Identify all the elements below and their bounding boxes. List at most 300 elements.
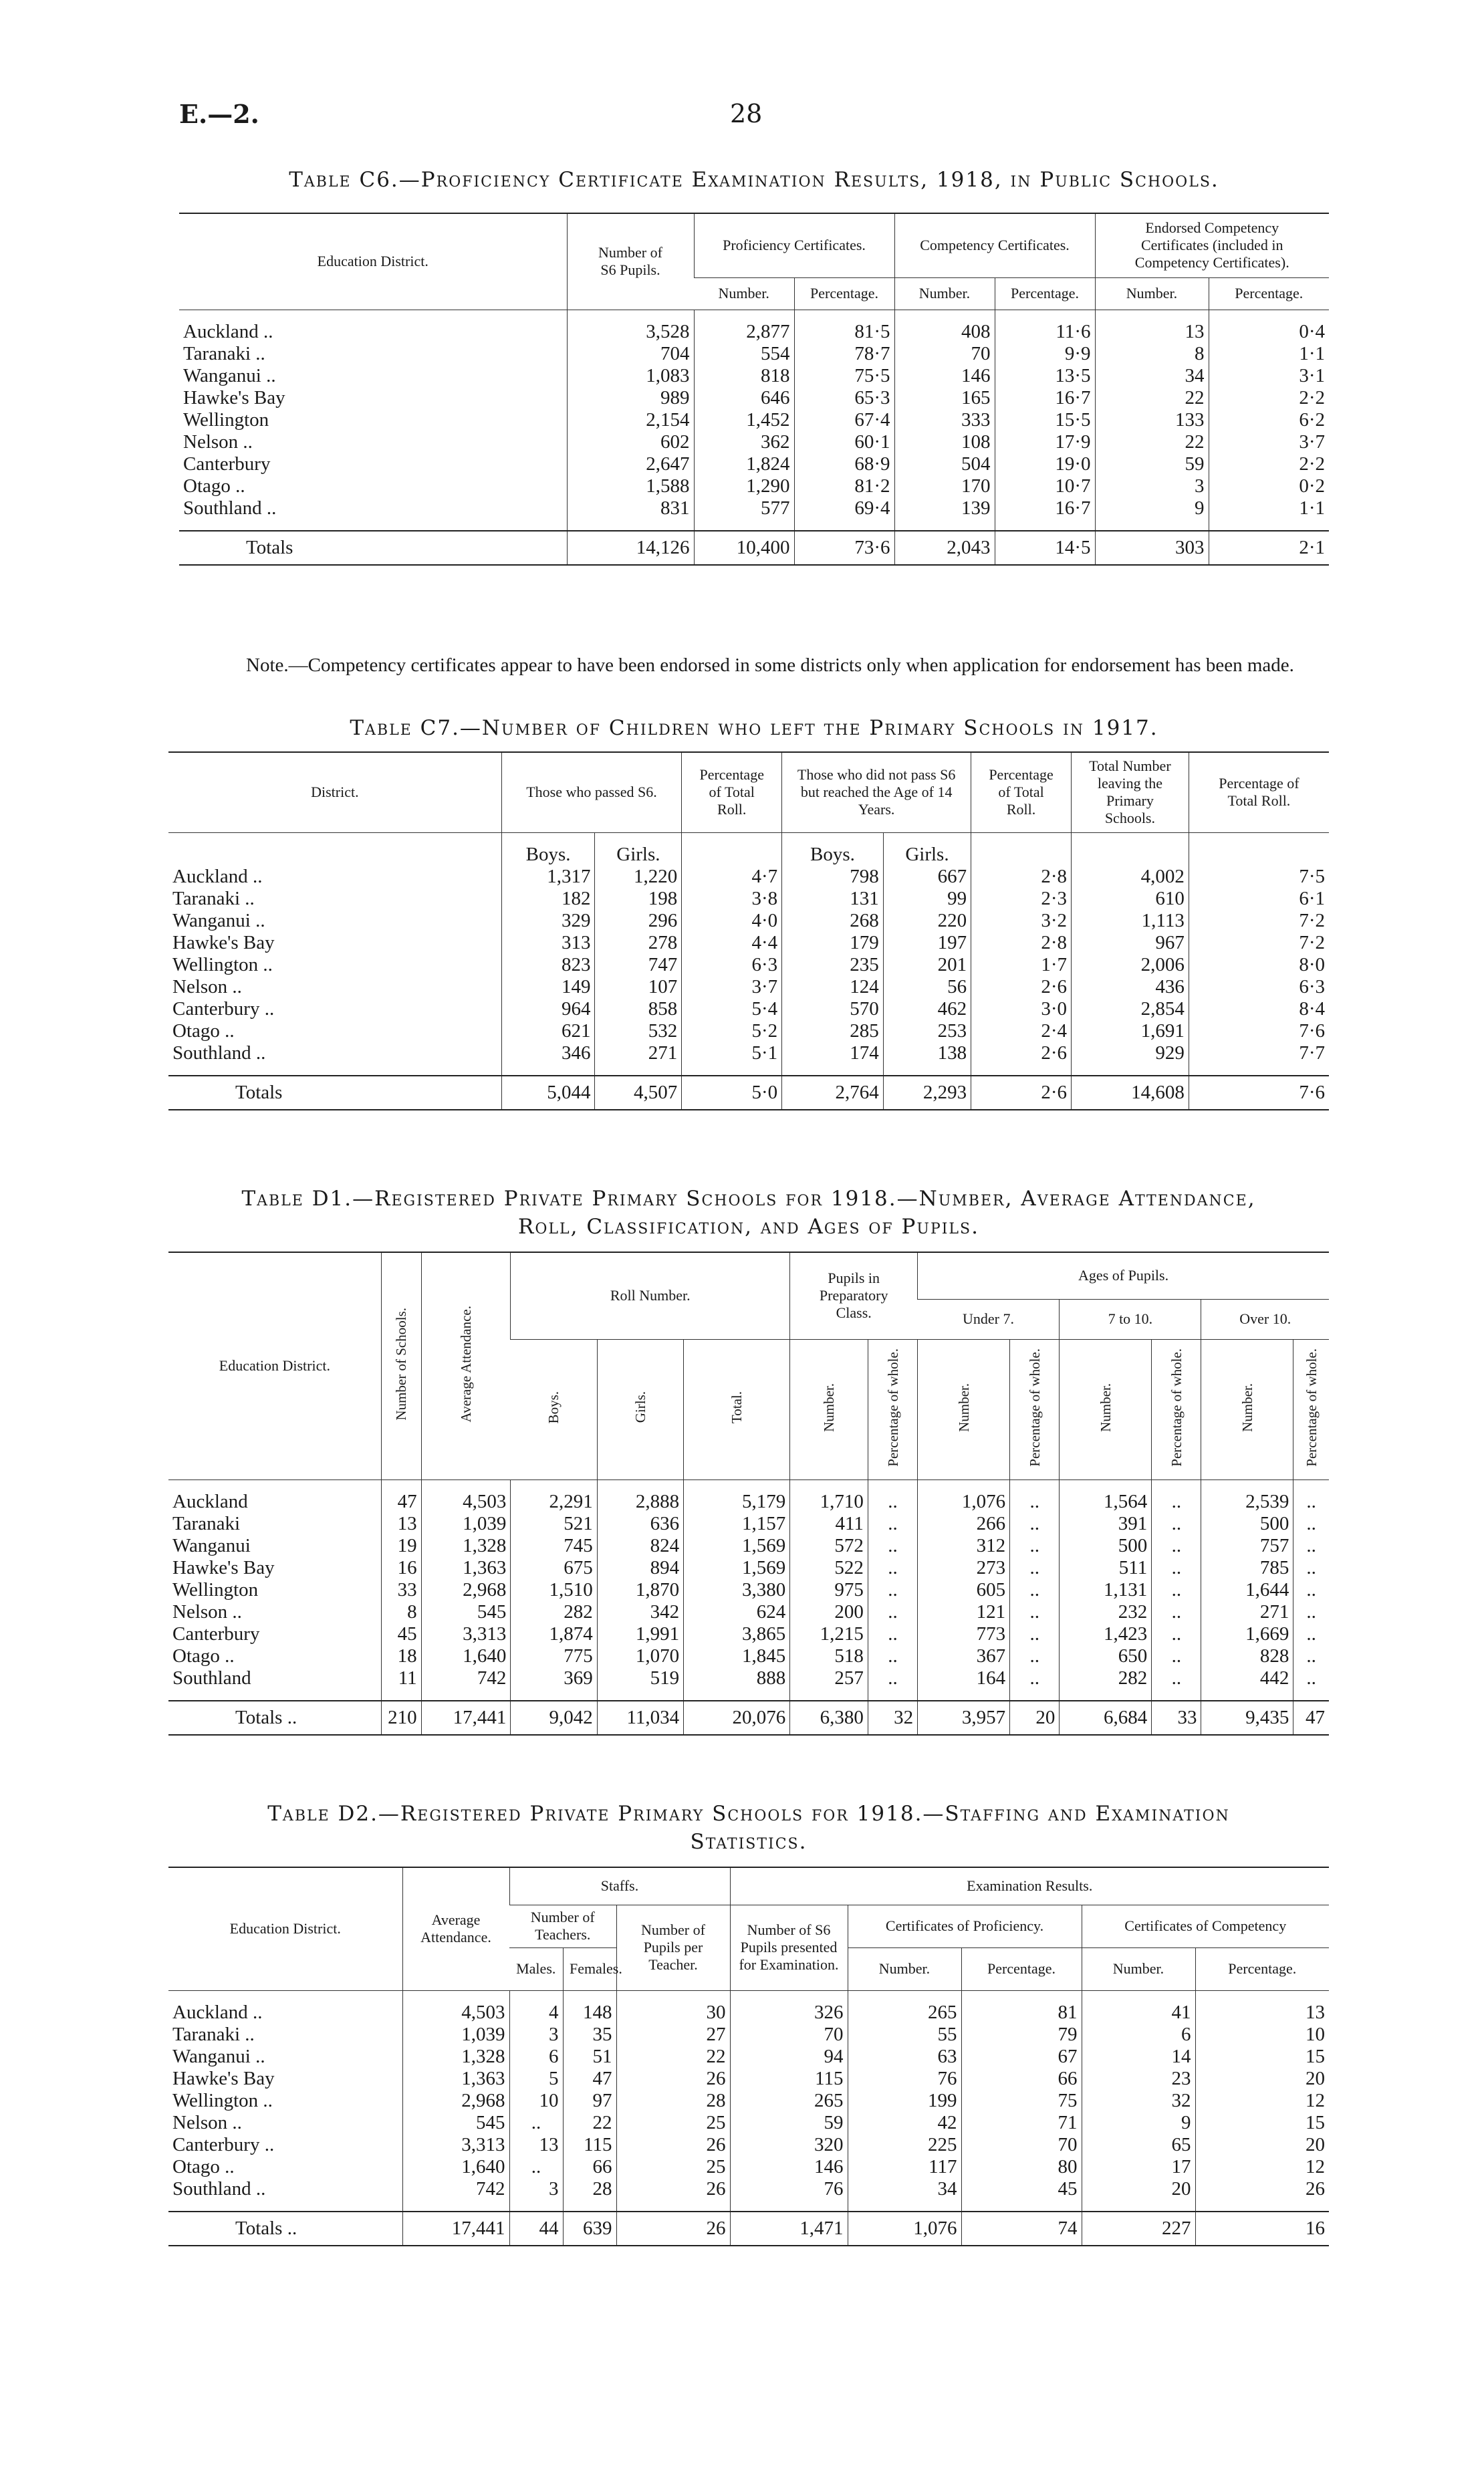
c7-cell-p2: 2·8	[971, 866, 1072, 888]
d2-cell-f: 35	[563, 2024, 616, 2046]
c6-cell-d: Taranaki ..	[183, 342, 265, 364]
table-c7	[168, 751, 1329, 1110]
d1-cell-s: 16	[381, 1557, 421, 1579]
d2-cell-m: 6	[509, 2046, 563, 2068]
d1-cell-mp: ..	[1152, 1623, 1201, 1645]
d1-cell-d: Southland	[172, 1667, 251, 1689]
c6-cell-d: Auckland ..	[183, 320, 273, 342]
d2-total-m: 44	[509, 2212, 563, 2246]
c6-cell-cp: 19·0	[995, 453, 1095, 475]
d2-totals-row	[168, 2212, 1329, 2246]
c7-cell-b2: 285	[782, 1020, 884, 1042]
c7-cell-p1: 6·3	[682, 954, 782, 976]
d2-cell-pr: 94	[730, 2046, 848, 2068]
c6-total-cn: 2,043	[894, 531, 995, 565]
d2-total-cn: 227	[1082, 2212, 1195, 2246]
d1-cell-mn: 1,131	[1060, 1579, 1152, 1601]
d1-cell-pn: 572	[790, 1535, 868, 1557]
d1-cell-pp: ..	[868, 1579, 917, 1601]
d1-cell-up: ..	[1010, 1667, 1060, 1689]
c7-row	[168, 1042, 1329, 1064]
d1-cell-mp: ..	[1152, 1667, 1201, 1689]
c7-cell-p3: 7·5	[1189, 866, 1329, 888]
c7-cell-b2: 570	[782, 998, 884, 1020]
d1-cell-a: 4,503	[421, 1491, 511, 1513]
c6-total-ep: 2·1	[1209, 531, 1329, 565]
c7-cell-g1: 296	[595, 910, 682, 932]
d2-cell-pr: 115	[730, 2068, 848, 2090]
c7-cell-g2: 201	[883, 954, 971, 976]
c6-row	[179, 497, 1329, 519]
c6-cell-s6: 2,154	[567, 409, 694, 431]
c6-cell-pn: 2,877	[694, 321, 794, 343]
c6-cell-s6: 1,588	[567, 475, 694, 497]
c7-cell-b1: 182	[501, 888, 595, 910]
d1-header-roll: Roll Number.	[511, 1252, 790, 1339]
c7-cell-g1: 532	[595, 1020, 682, 1042]
d2-cell-cn: 20	[1082, 2178, 1195, 2200]
d1-total-op: 47	[1293, 1701, 1329, 1735]
c7-cell-t: 2,006	[1071, 954, 1189, 976]
d2-header-pupils-per: Number of Pupils per Teacher.	[616, 1905, 730, 1990]
c6-header-number: Number.	[1095, 277, 1209, 310]
d1-row	[168, 1623, 1329, 1645]
c7-cell-g2: 462	[883, 998, 971, 1020]
d1-cell-a: 545	[421, 1601, 511, 1623]
c7-cell-b2: 798	[782, 866, 884, 888]
c6-cell-cp: 9·9	[995, 343, 1095, 365]
c6-cell-ep: 6·2	[1209, 409, 1329, 431]
c6-header-percentage: Percentage.	[794, 277, 894, 310]
c7-cell-b1: 621	[501, 1020, 595, 1042]
c6-cell-ep: 0·4	[1209, 321, 1329, 343]
d2-cell-a: 1,363	[402, 2068, 509, 2090]
d1-cell-pn: 1,710	[790, 1491, 868, 1513]
d2-cell-cn: 6	[1082, 2024, 1195, 2046]
c6-cell-ep: 2·2	[1209, 453, 1329, 475]
c7-cell-g1: 278	[595, 932, 682, 954]
d2-cell-pp: 66	[961, 2068, 1082, 2090]
c7-cell-t: 967	[1071, 932, 1189, 954]
d2-total-pn: 1,076	[848, 2212, 961, 2246]
c6-cell-cn: 408	[894, 321, 995, 343]
c7-total-d: Totals	[168, 1076, 501, 1110]
d2-row	[168, 2024, 1329, 2046]
table-d2	[168, 1867, 1329, 2246]
table-c6	[179, 213, 1329, 566]
c6-cell-pp: 81·5	[794, 321, 894, 343]
d2-cell-cp: 20	[1195, 2134, 1329, 2156]
d1-cell-un: 164	[918, 1667, 1010, 1689]
c7-cell-b1: 1,317	[501, 866, 595, 888]
d1-cell-un: 605	[918, 1579, 1010, 1601]
d2-header-number: Number.	[1082, 1947, 1195, 1990]
table-c6-title: Table C6.—Proficiency Certificate Examination Results, 1918, in Public Schools.	[289, 168, 1219, 192]
c7-cell-p3: 7·2	[1189, 932, 1329, 954]
c7-cell-p1: 3·7	[682, 976, 782, 998]
c6-cell-en: 9	[1095, 497, 1209, 519]
d2-header-staffs: Staffs.	[509, 1867, 730, 1905]
c7-cell-p2: 3·2	[971, 910, 1072, 932]
d1-row	[168, 1645, 1329, 1667]
c7-total-t: 14,608	[1071, 1076, 1189, 1110]
c6-cell-pp: 81·2	[794, 475, 894, 497]
c7-row	[168, 976, 1329, 998]
c7-cell-g2: 220	[883, 910, 971, 932]
d1-header-under7: Under 7.	[918, 1299, 1060, 1339]
c6-cell-cp: 17·9	[995, 431, 1095, 453]
d1-cell-pp: ..	[868, 1491, 917, 1513]
c6-cell-cp: 16·7	[995, 387, 1095, 409]
c6-cell-en: 22	[1095, 387, 1209, 409]
c6-total-s6: 14,126	[567, 531, 694, 565]
d1-cell-pn: 522	[790, 1557, 868, 1579]
d1-header-number: Number.	[1201, 1339, 1293, 1479]
d2-cell-pn: 42	[848, 2112, 961, 2134]
d2-cell-m: 10	[509, 2090, 563, 2112]
c6-cell-d: Hawke's Bay	[183, 386, 285, 408]
c6-cell-d: Southland ..	[183, 497, 277, 519]
d2-cell-m: ..	[509, 2156, 563, 2178]
c7-cell-p2: 1·7	[971, 954, 1072, 976]
c7-cell-d: Hawke's Bay	[172, 931, 275, 953]
d1-totals-row	[168, 1701, 1329, 1735]
d1-cell-un: 266	[918, 1513, 1010, 1535]
d1-cell-b: 1,510	[511, 1579, 597, 1601]
c7-cell-p3: 8·0	[1189, 954, 1329, 976]
d1-cell-op: ..	[1293, 1557, 1329, 1579]
d2-cell-cn: 17	[1082, 2156, 1195, 2178]
d1-cell-mn: 1,564	[1060, 1491, 1152, 1513]
d2-header-avg-attendance: Average Attendance.	[402, 1867, 509, 1990]
d1-cell-on: 442	[1201, 1667, 1293, 1689]
c6-header-proficiency: Proficiency Certificates.	[694, 213, 894, 277]
c6-cell-ep: 1·1	[1209, 343, 1329, 365]
d2-total-ppt: 26	[616, 2212, 730, 2246]
d1-cell-g: 1,070	[597, 1645, 683, 1667]
d1-cell-g: 2,888	[597, 1491, 683, 1513]
d2-cell-pn: 63	[848, 2046, 961, 2068]
c6-cell-pn: 1,824	[694, 453, 794, 475]
d1-total-pn: 6,380	[790, 1701, 868, 1735]
c6-cell-cn: 108	[894, 431, 995, 453]
c7-total-p2: 2·6	[971, 1076, 1072, 1110]
c7-cell-p1: 5·1	[682, 1042, 782, 1064]
c6-note: Note.—Competency certificates appear to have been endorsed in some districts only when application for endorsement has been made.	[246, 655, 1294, 676]
c6-row	[179, 321, 1329, 343]
d2-row	[168, 2156, 1329, 2178]
c7-subheader-b2: Boys.	[782, 844, 884, 866]
d1-cell-mn: 232	[1060, 1601, 1152, 1623]
c6-cell-ep: 3·7	[1209, 431, 1329, 453]
d2-row	[168, 2134, 1329, 2156]
d1-cell-mp: ..	[1152, 1579, 1201, 1601]
d2-cell-cp: 26	[1195, 2178, 1329, 2200]
d1-cell-t: 3,380	[684, 1579, 790, 1601]
d2-total-a: 17,441	[402, 2212, 509, 2246]
c6-header-competency: Competency Certificates.	[894, 213, 1095, 277]
c6-total-d: Totals	[179, 531, 567, 565]
c6-cell-pn: 577	[694, 497, 794, 519]
d1-cell-op: ..	[1293, 1623, 1329, 1645]
d1-cell-up: ..	[1010, 1557, 1060, 1579]
c7-cell-b2: 268	[782, 910, 884, 932]
d2-cell-pr: 146	[730, 2156, 848, 2178]
d1-row	[168, 1557, 1329, 1579]
c6-total-en: 303	[1095, 531, 1209, 565]
c6-cell-cn: 170	[894, 475, 995, 497]
d1-cell-b: 521	[511, 1513, 597, 1535]
d1-cell-t: 1,157	[684, 1513, 790, 1535]
c7-cell-b1: 346	[501, 1042, 595, 1064]
c6-cell-s6: 3,528	[567, 321, 694, 343]
d1-cell-a: 2,968	[421, 1579, 511, 1601]
d2-cell-pp: 67	[961, 2046, 1082, 2068]
c6-cell-pp: 78·7	[794, 343, 894, 365]
c6-totals-row	[179, 531, 1329, 565]
d2-cell-a: 545	[402, 2112, 509, 2134]
c7-subheader-g2: Girls.	[883, 844, 971, 866]
d2-header-number: Number.	[848, 1947, 961, 1990]
c7-cell-g1: 271	[595, 1042, 682, 1064]
d1-cell-mn: 391	[1060, 1513, 1152, 1535]
c6-cell-pn: 1,452	[694, 409, 794, 431]
d1-total-mp: 33	[1152, 1701, 1201, 1735]
d1-cell-s: 33	[381, 1579, 421, 1601]
d1-cell-t: 1,845	[684, 1645, 790, 1667]
d1-cell-un: 367	[918, 1645, 1010, 1667]
d1-row	[168, 1667, 1329, 1689]
c7-cell-t: 929	[1071, 1042, 1189, 1064]
d1-cell-d: Hawke's Bay	[172, 1556, 275, 1578]
c7-cell-d: Nelson ..	[172, 975, 242, 997]
c6-cell-pn: 646	[694, 387, 794, 409]
d2-total-d: Totals ..	[168, 2212, 402, 2246]
d2-cell-f: 47	[563, 2068, 616, 2090]
c6-cell-pp: 69·4	[794, 497, 894, 519]
d2-cell-d: Hawke's Bay	[172, 2067, 275, 2089]
c6-cell-en: 133	[1095, 409, 1209, 431]
c7-cell-p1: 4·4	[682, 932, 782, 954]
d2-cell-ppt: 27	[616, 2024, 730, 2046]
d2-cell-pp: 79	[961, 2024, 1082, 2046]
c7-cell-p2: 2·8	[971, 932, 1072, 954]
c7-cell-p2: 2·3	[971, 888, 1072, 910]
d1-cell-mp: ..	[1152, 1513, 1201, 1535]
d2-header-district: Education District.	[168, 1867, 402, 1990]
d1-cell-t: 1,569	[684, 1535, 790, 1557]
d2-cell-a: 3,313	[402, 2134, 509, 2156]
page-number: 28	[730, 99, 763, 128]
d2-cell-cp: 10	[1195, 2024, 1329, 2046]
d2-cell-d: Nelson ..	[172, 2111, 242, 2133]
d1-header-pct-whole: Percentage of whole.	[1293, 1339, 1329, 1479]
d1-cell-un: 773	[918, 1623, 1010, 1645]
d2-cell-pn: 76	[848, 2068, 961, 2090]
d1-header-number: Number.	[918, 1339, 1010, 1479]
d1-cell-up: ..	[1010, 1623, 1060, 1645]
d1-cell-pp: ..	[868, 1623, 917, 1645]
c6-header-s6: Number of S6 Pupils.	[567, 213, 694, 310]
c7-row	[168, 998, 1329, 1020]
d2-header-percentage: Percentage.	[1195, 1947, 1329, 1990]
d1-cell-up: ..	[1010, 1491, 1060, 1513]
d1-cell-t: 1,569	[684, 1557, 790, 1579]
d1-cell-un: 312	[918, 1535, 1010, 1557]
c6-cell-cn: 165	[894, 387, 995, 409]
d1-row	[168, 1579, 1329, 1601]
d2-row	[168, 2178, 1329, 2200]
d1-cell-s: 18	[381, 1645, 421, 1667]
c7-row	[168, 866, 1329, 888]
d1-cell-b: 282	[511, 1601, 597, 1623]
d1-total-a: 17,441	[421, 1701, 511, 1735]
d1-header-number: Number.	[790, 1339, 868, 1479]
d1-row	[168, 1601, 1329, 1623]
d2-cell-pn: 34	[848, 2178, 961, 2200]
d2-cell-cp: 13	[1195, 2002, 1329, 2024]
d1-cell-up: ..	[1010, 1535, 1060, 1557]
d1-cell-g: 1,991	[597, 1623, 683, 1645]
d2-row	[168, 2046, 1329, 2068]
d1-cell-g: 342	[597, 1601, 683, 1623]
c7-cell-g2: 197	[883, 932, 971, 954]
c7-cell-p1: 5·2	[682, 1020, 782, 1042]
d1-cell-pn: 975	[790, 1579, 868, 1601]
d2-total-cp: 16	[1195, 2212, 1329, 2246]
c6-cell-cn: 146	[894, 365, 995, 387]
d1-cell-on: 1,669	[1201, 1623, 1293, 1645]
d2-cell-d: Taranaki ..	[172, 2023, 255, 2045]
c7-cell-b1: 964	[501, 998, 595, 1020]
c7-cell-p1: 5·4	[682, 998, 782, 1020]
c6-cell-en: 8	[1095, 343, 1209, 365]
c6-header-district: Education District.	[179, 213, 567, 310]
c7-total-b1: 5,044	[501, 1076, 595, 1110]
d1-total-pp: 32	[868, 1701, 917, 1735]
d1-cell-b: 745	[511, 1535, 597, 1557]
c7-cell-p3: 7·2	[1189, 910, 1329, 932]
c6-cell-pp: 65·3	[794, 387, 894, 409]
d2-cell-f: 66	[563, 2156, 616, 2178]
c6-row	[179, 343, 1329, 365]
d2-header-exam: Examination Results.	[730, 1867, 1329, 1905]
d2-cell-f: 28	[563, 2178, 616, 2200]
c6-cell-cp: 13·5	[995, 365, 1095, 387]
c7-cell-b2: 179	[782, 932, 884, 954]
d1-header-district: Education District.	[168, 1252, 381, 1479]
d1-cell-g: 1,870	[597, 1579, 683, 1601]
c7-row	[168, 932, 1329, 954]
d1-cell-on: 2,539	[1201, 1491, 1293, 1513]
c7-cell-t: 436	[1071, 976, 1189, 998]
d1-cell-on: 1,644	[1201, 1579, 1293, 1601]
d2-cell-cn: 9	[1082, 2112, 1195, 2134]
c7-total-g1: 4,507	[595, 1076, 682, 1110]
c7-cell-g1: 1,220	[595, 866, 682, 888]
d1-cell-pp: ..	[868, 1513, 917, 1535]
d1-header-over10: Over 10.	[1201, 1299, 1329, 1339]
c7-cell-d: Auckland ..	[172, 865, 263, 887]
d2-cell-cn: 14	[1082, 2046, 1195, 2068]
c6-cell-pn: 362	[694, 431, 794, 453]
d1-cell-un: 1,076	[918, 1491, 1010, 1513]
c7-cell-d: Otago ..	[172, 1020, 235, 1042]
d2-cell-f: 115	[563, 2134, 616, 2156]
d1-row	[168, 1491, 1329, 1513]
c6-cell-cp: 11·6	[995, 321, 1095, 343]
d1-cell-d: Wellington	[172, 1578, 259, 1601]
d2-cell-pr: 70	[730, 2024, 848, 2046]
series-label: E.—2.	[179, 99, 259, 129]
c6-total-pn: 10,400	[694, 531, 794, 565]
d1-total-b: 9,042	[511, 1701, 597, 1735]
c6-cell-s6: 704	[567, 343, 694, 365]
d1-row	[168, 1535, 1329, 1557]
c6-cell-en: 13	[1095, 321, 1209, 343]
c7-cell-p2: 2·4	[971, 1020, 1072, 1042]
c7-cell-d: Wanganui ..	[172, 909, 265, 931]
c7-cell-b1: 313	[501, 932, 595, 954]
c7-cell-p1: 4·7	[682, 866, 782, 888]
d2-cell-cp: 12	[1195, 2090, 1329, 2112]
c6-cell-d: Wellington	[183, 408, 269, 431]
c7-cell-p3: 8·4	[1189, 998, 1329, 1020]
c7-cell-p1: 4·0	[682, 910, 782, 932]
c7-cell-g1: 747	[595, 954, 682, 976]
d1-cell-s: 47	[381, 1491, 421, 1513]
c7-cell-p3: 7·6	[1189, 1020, 1329, 1042]
d1-cell-op: ..	[1293, 1667, 1329, 1689]
d2-total-pr: 1,471	[730, 2212, 848, 2246]
d2-cell-m: 3	[509, 2178, 563, 2200]
c6-total-pp: 73·6	[794, 531, 894, 565]
d1-cell-pn: 200	[790, 1601, 868, 1623]
c6-cell-s6: 831	[567, 497, 694, 519]
d2-header-competency: Certificates of Competency	[1082, 1905, 1329, 1947]
d1-cell-un: 121	[918, 1601, 1010, 1623]
d1-cell-on: 757	[1201, 1535, 1293, 1557]
d1-cell-s: 8	[381, 1601, 421, 1623]
d2-cell-cp: 15	[1195, 2112, 1329, 2134]
d2-cell-ppt: 26	[616, 2178, 730, 2200]
d2-cell-cn: 23	[1082, 2068, 1195, 2090]
d1-cell-pp: ..	[868, 1601, 917, 1623]
d2-cell-pr: 265	[730, 2090, 848, 2112]
d1-cell-op: ..	[1293, 1513, 1329, 1535]
d2-cell-pp: 70	[961, 2134, 1082, 2156]
d2-total-pp: 74	[961, 2212, 1082, 2246]
d1-header-number: Number.	[1060, 1339, 1152, 1479]
d1-cell-t: 3,865	[684, 1623, 790, 1645]
c7-total-g2: 2,293	[883, 1076, 971, 1110]
d1-cell-g: 894	[597, 1557, 683, 1579]
c7-cell-b2: 174	[782, 1042, 884, 1064]
d1-cell-mn: 500	[1060, 1535, 1152, 1557]
c6-cell-ep: 2·2	[1209, 387, 1329, 409]
d2-cell-d: Southland ..	[172, 2177, 266, 2200]
c7-cell-g1: 107	[595, 976, 682, 998]
d1-cell-pp: ..	[868, 1645, 917, 1667]
c7-cell-b1: 149	[501, 976, 595, 998]
c6-cell-cn: 70	[894, 343, 995, 365]
c7-cell-p2: 3·0	[971, 998, 1072, 1020]
d1-cell-up: ..	[1010, 1513, 1060, 1535]
d1-header-pct-whole: Percentage of whole.	[1152, 1339, 1201, 1479]
c7-cell-p3: 6·3	[1189, 976, 1329, 998]
c7-header-total-leaving: Total Number leaving the Primary Schools.	[1071, 752, 1189, 832]
d1-cell-d: Wanganui	[172, 1534, 251, 1556]
